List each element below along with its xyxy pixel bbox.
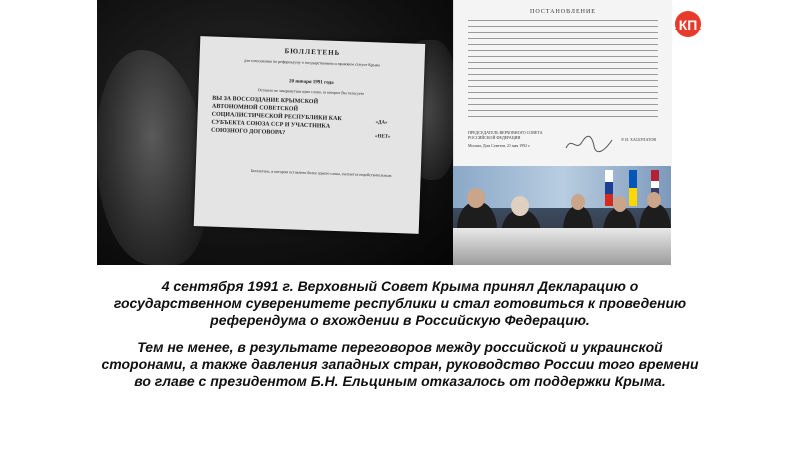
paragraph-2: Тем не менее, в результате переговоров между российской и украинской сторонами, а также давления западных стран, руководство России того времени во главе с президентом Б.Н. Ельциным отказалось от поддержки Крыма. [101, 339, 699, 389]
logo-text: КП [678, 17, 698, 33]
person-1-head [467, 188, 485, 208]
text-block [100, 278, 700, 390]
ballot-subtitle: для голосования по референдуму о государственном и правовом статусе Крыма [244, 57, 381, 68]
ballot-footer: Бюллетень, в котором оставлено более одного слова, считается недействительным [250, 167, 392, 178]
decree-document [453, 0, 672, 166]
flag-1 [605, 170, 613, 206]
signing-photo [453, 166, 671, 265]
person-3-head [571, 194, 585, 210]
ballot-date: 20 января 1991 года [288, 79, 334, 86]
photo-background-wall [453, 166, 671, 208]
ballot-hint: Оставьте не зачеркнутым одно слово, за которое Вы голосуете [257, 87, 365, 96]
person-4-head [613, 196, 627, 212]
decree-title: ПОСТАНОВЛЕНИЕ [530, 9, 596, 15]
decree-signer: Р. И. ХАСБУЛАТОВ [621, 137, 656, 142]
left-hand-shape [97, 50, 207, 265]
signature-scribble [564, 134, 614, 154]
person-2-head [511, 196, 529, 216]
decree-text-lines [468, 20, 658, 122]
signing-table [453, 228, 671, 265]
decree-place-date: Москва, Дом Советов, 21 мая 1992 г. [468, 143, 531, 148]
ballot-photo [97, 0, 453, 265]
ballot-title: БЮЛЛЕТЕНЬ [284, 47, 341, 58]
ballot-paper [194, 36, 425, 234]
flag-2 [629, 170, 637, 206]
decree-chairman-block [468, 130, 558, 148]
ballot-answer-yes: «ДА» [375, 120, 388, 126]
ballot-answer-no: «НЕТ» [374, 134, 391, 140]
paragraph-1: 4 сентября 1991 г. Верховный Совет Крыма принял Декларацию о государственном суверенитете республики и стал готовиться к проведению референдума о вхождении в Российскую Федерацию. [113, 278, 687, 328]
ballot-question: ВЫ ЗА ВОССОЗДАНИЕ КРЫМСКОЙ АВТОНОМНОЙ СОВЕТСКОЙ СОЦИАЛИСТИЧЕСКОЙ РЕСПУБЛИКИ КАК СУБЪЕКТА СОЮЗА ССР И УЧАСТНИКА СОЮЗНОГО ДОГОВОРА? [210, 95, 342, 137]
kp-logo [671, 6, 705, 38]
decree-chairman: ПРЕДСЕДАТЕЛЬ ВЕРХОВНОГО СОВЕТА РОССИЙСКОЙ ФЕДЕРАЦИИ [468, 130, 543, 140]
person-5-head [647, 192, 661, 208]
